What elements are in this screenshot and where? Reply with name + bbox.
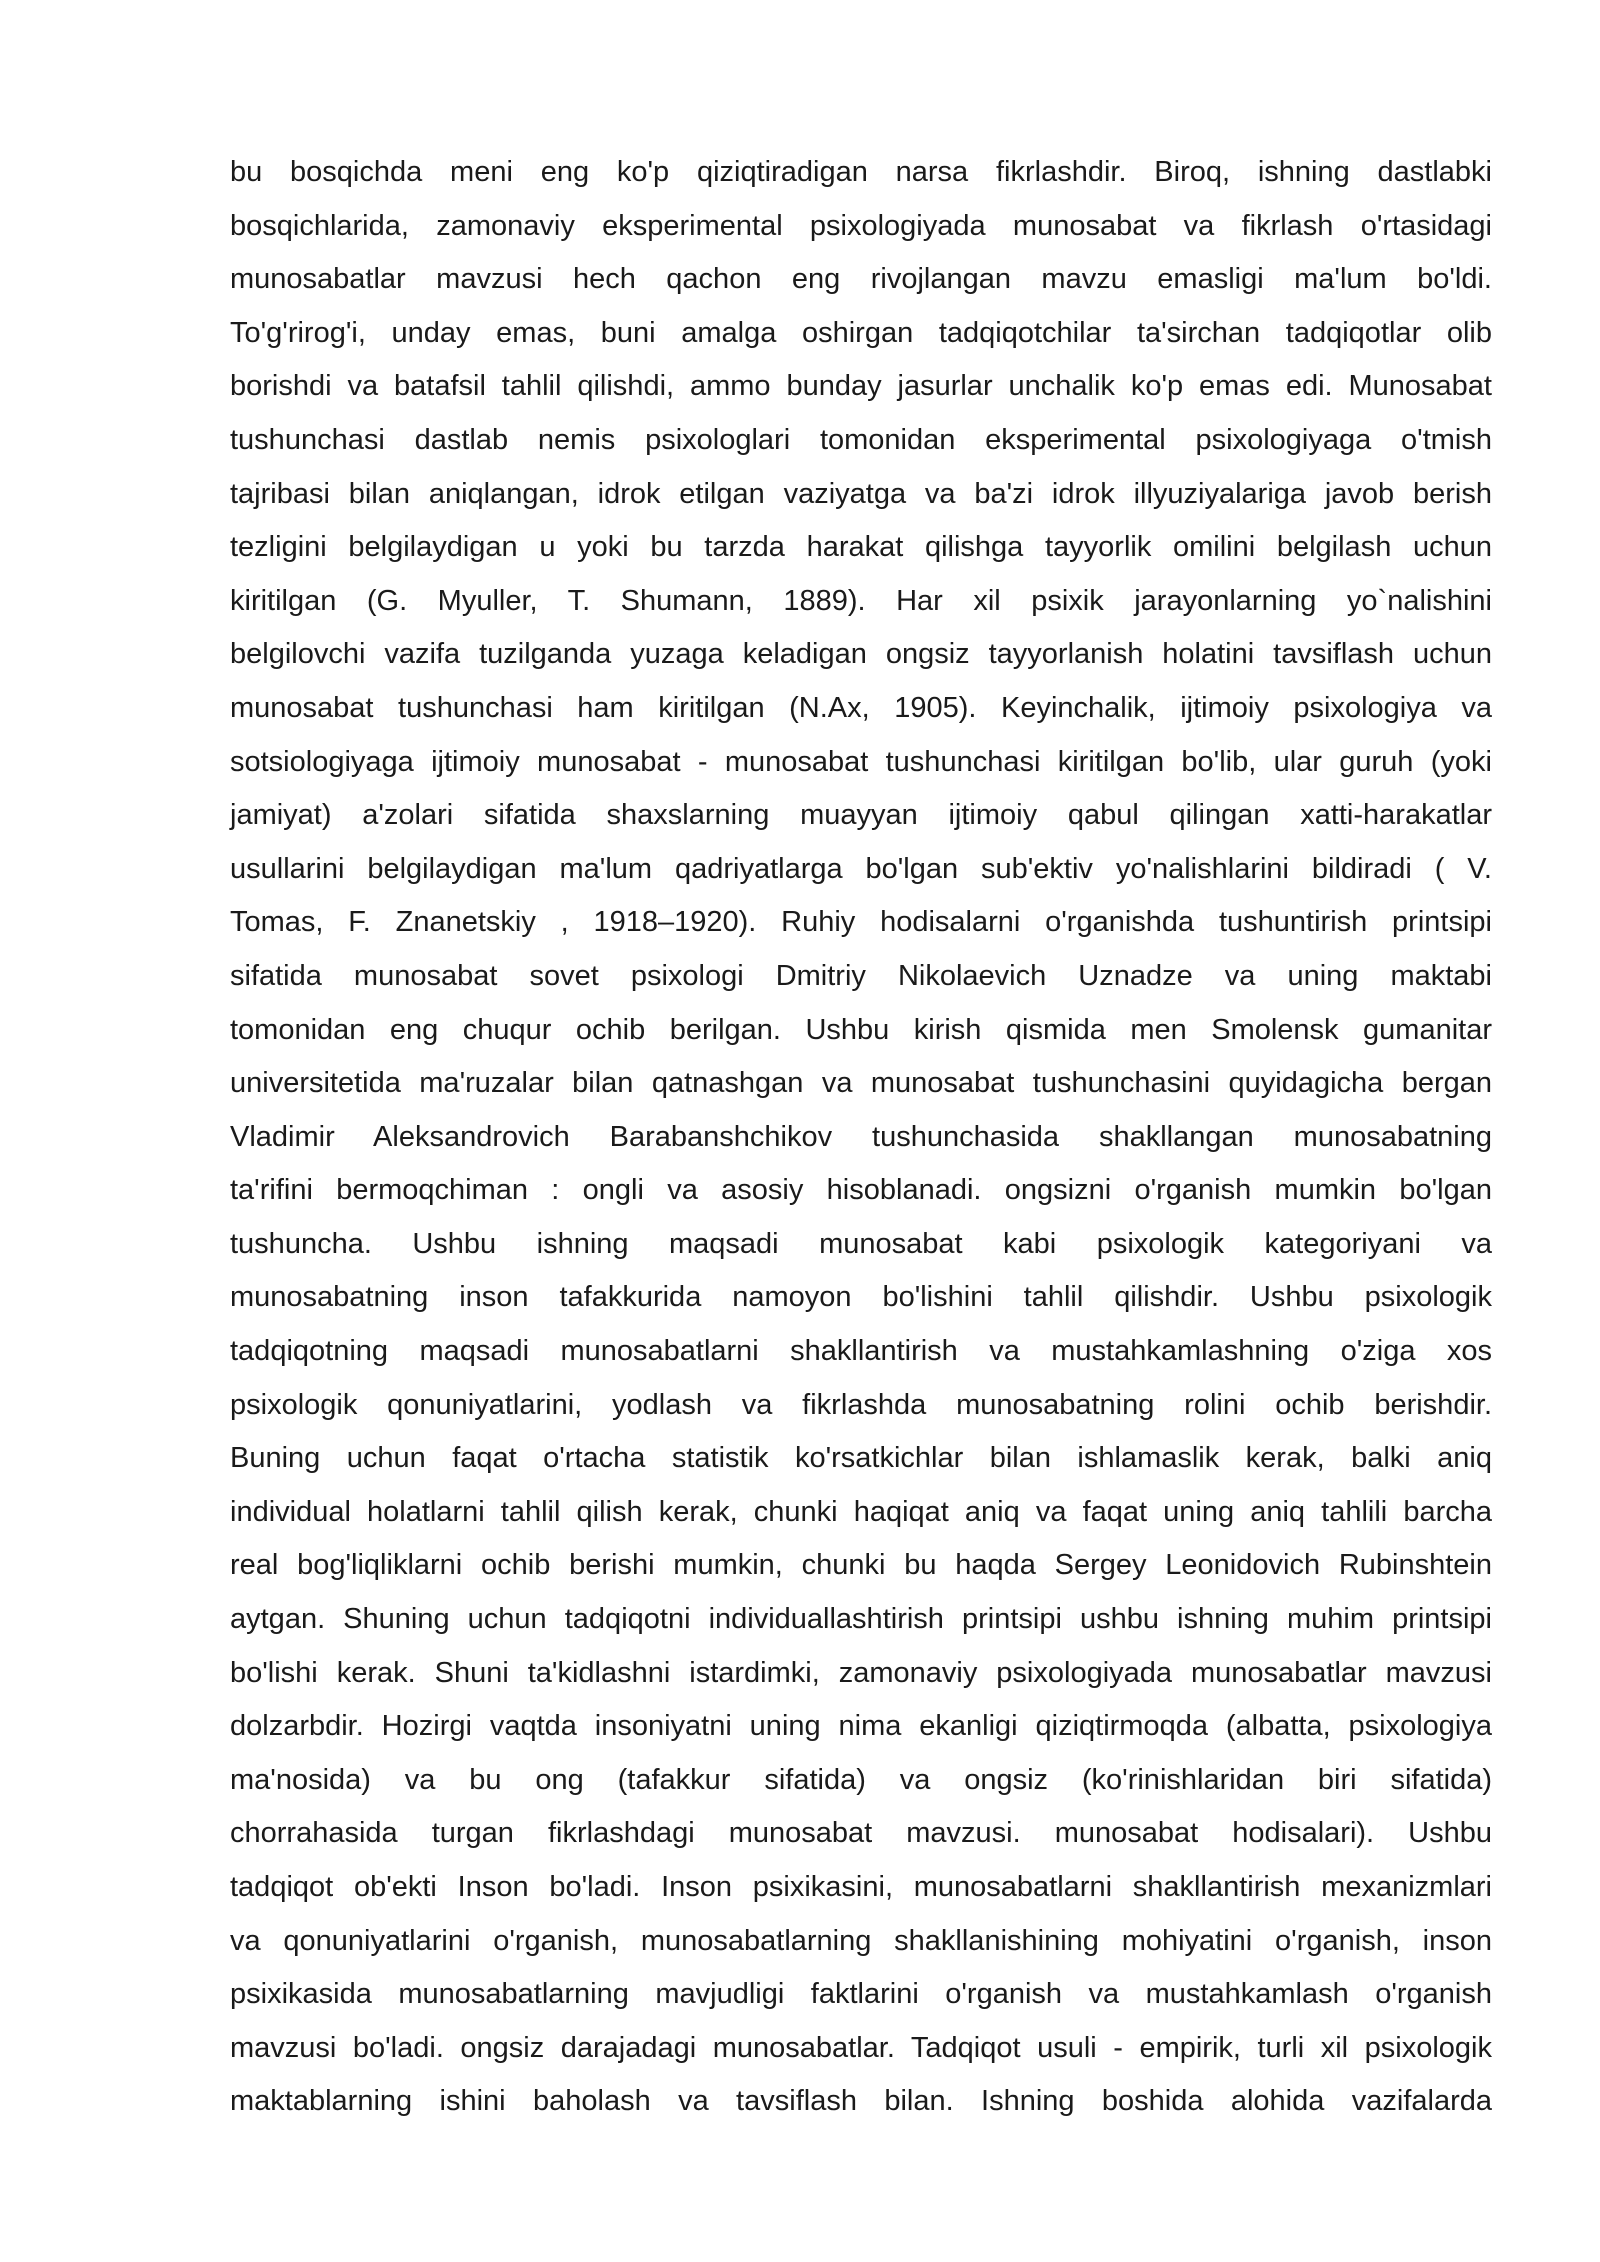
text-line: ta'rifini bermoqchiman : ongli va asosiy hisoblanadi. ongsizni o'rganish mumkin bo'lgan	[230, 1174, 1492, 1207]
text-line: sotsiologiyaga ijtimoiy munosabat - munosabat tushunchasi kiritilgan bo'lib, ular guruh (yoki	[230, 745, 1492, 778]
text-line: To'g'rirog'i, unday emas, buni amalga oshirgan tadqiqotchilar ta'sirchan tadqiqotlar olib	[230, 316, 1492, 349]
text-line: dolzarbdir. Hozirgi vaqtda insoniyatni uning nima ekanligi qiziqtirmoqda (albatta, psixologiya	[230, 1710, 1492, 1743]
text-line: tushuncha. Ushbu ishning maqsadi munosabat kabi psixologik kategoriyani va	[230, 1227, 1492, 1260]
text-line: bosqichlarida, zamonaviy eksperimental psixologiyada munosabat va fikrlash o'rtasidagi	[230, 209, 1492, 242]
text-line: tezligini belgilaydigan u yoki bu tarzda harakat qilishga tayyorlik omilini belgilash uchun	[230, 531, 1492, 564]
text-line: mavzusi bo'ladi. ongsiz darajadagi munosabatlar. Tadqiqot usuli - empirik, turli xil psixologik	[230, 2031, 1492, 2064]
text-line: borishdi va batafsil tahlil qilishdi, ammo bunday jasurlar unchalik ko'p emas edi. Munosabat	[230, 370, 1492, 403]
text-line: ma'nosida) va bu ong (tafakkur sifatida) va ongsiz (ko'rinishlaridan biri sifatida)	[230, 1763, 1492, 1796]
text-line: chorrahasida turgan fikrlashdagi munosabat mavzusi. munosabat hodisalari). Ushbu	[230, 1817, 1492, 1850]
body-text	[230, 146, 1492, 2129]
text-line: munosabat tushunchasi ham kiritilgan (N.Ax, 1905). Keyinchalik, ijtimoiy psixologiya va	[230, 691, 1492, 724]
text-line: universitetida ma'ruzalar bilan qatnashgan va munosabat tushunchasini quyidagicha bergan	[230, 1067, 1492, 1100]
text-line: tadqiqotning maqsadi munosabatlarni shakllantirish va mustahkamlashning o'ziga xos	[230, 1335, 1492, 1368]
text-line: bu bosqichda meni eng ko'p qiziqtiradigan narsa fikrlashdir. Biroq, ishning dastlabki	[230, 156, 1492, 188]
text-line: real bog'liqliklarni ochib berishi mumkin, chunki bu haqda Sergey Leonidovich Rubinshtein	[230, 1549, 1492, 1582]
text-line: tomonidan eng chuqur ochib berilgan. Ushbu kirish qismida men Smolensk gumanitar	[230, 1013, 1492, 1046]
text-line: psixikasida munosabatlarning mavjudligi faktlarini o'rganish va mustahkamlash o'rganish	[230, 1978, 1492, 2011]
text-line: usullarini belgilaydigan ma'lum qadriyatlarga bo'lgan sub'ektiv yo'nalishlarini bildiradi ( V.	[230, 852, 1492, 885]
text-line: va qonuniyatlarini o'rganish, munosabatlarning shakllanishining mohiyatini o'rganish, inson	[230, 1924, 1492, 1957]
text-line: tadqiqot ob'ekti Inson bo'ladi. Inson psixikasini, munosabatlarni shakllantirish mexanizmlari	[230, 1871, 1492, 1903]
text-line: Buning uchun faqat o'rtacha statistik ko'rsatkichlar bilan ishlamaslik kerak, balki aniq	[230, 1442, 1492, 1475]
text-line: individual holatlarni tahlil qilish kerak, chunki haqiqat aniq va faqat uning aniq tahlili barcha	[230, 1495, 1492, 1528]
text-line: Vladimir Aleksandrovich Barabanshchikov tushunchasida shakllangan munosabatning	[230, 1120, 1492, 1153]
text-line: maktablarning ishini baholash va tavsiflash bilan. Ishning boshida alohida vazifalarda	[230, 2085, 1492, 2118]
text-line: sifatida munosabat sovet psixologi Dmitriy Nikolaevich Uznadze va uning maktabi	[230, 959, 1492, 992]
text-line: belgilovchi vazifa tuzilganda yuzaga keladigan ongsiz tayyorlanish holatini tavsiflash uchun	[230, 638, 1492, 671]
text-line: psixologik qonuniyatlarini, yodlash va fikrlashda munosabatning rolini ochib berishdir.	[230, 1388, 1492, 1421]
text-line: Tomas, F. Znanetskiy , 1918–1920). Ruhiy hodisalarni o'rganishda tushuntirish printsipi	[230, 906, 1492, 939]
text-line: aytgan. Shuning uchun tadqiqotni individuallashtirish printsipi ushbu ishning muhim printsipi	[230, 1603, 1492, 1636]
text-line: munosabatning inson tafakkurida namoyon bo'lishini tahlil qilishdir. Ushbu psixologik	[230, 1281, 1492, 1314]
text-line: munosabatlar mavzusi hech qachon eng rivojlangan mavzu emasligi ma'lum bo'ldi.	[230, 263, 1492, 296]
text-line: jamiyat) a'zolari sifatida shaxslarning muayyan ijtimoiy qabul qilingan xatti-harakatlar	[230, 799, 1492, 832]
text-line: tajribasi bilan aniqlangan, idrok etilgan vaziyatga va ba'zi idrok illyuziyalariga javob berish	[230, 477, 1492, 510]
text-line: tushunchasi dastlab nemis psixologlari tomonidan eksperimental psixologiyaga o'tmish	[230, 423, 1492, 456]
text-line: bo'lishi kerak. Shuni ta'kidlashni istardimki, zamonaviy psixologiyada munosabatlar mavzusi	[230, 1656, 1492, 1689]
text-line: kiritilgan (G. Myuller, T. Shumann, 1889). Har xil psixik jarayonlarning yo`nalishini	[230, 584, 1492, 617]
